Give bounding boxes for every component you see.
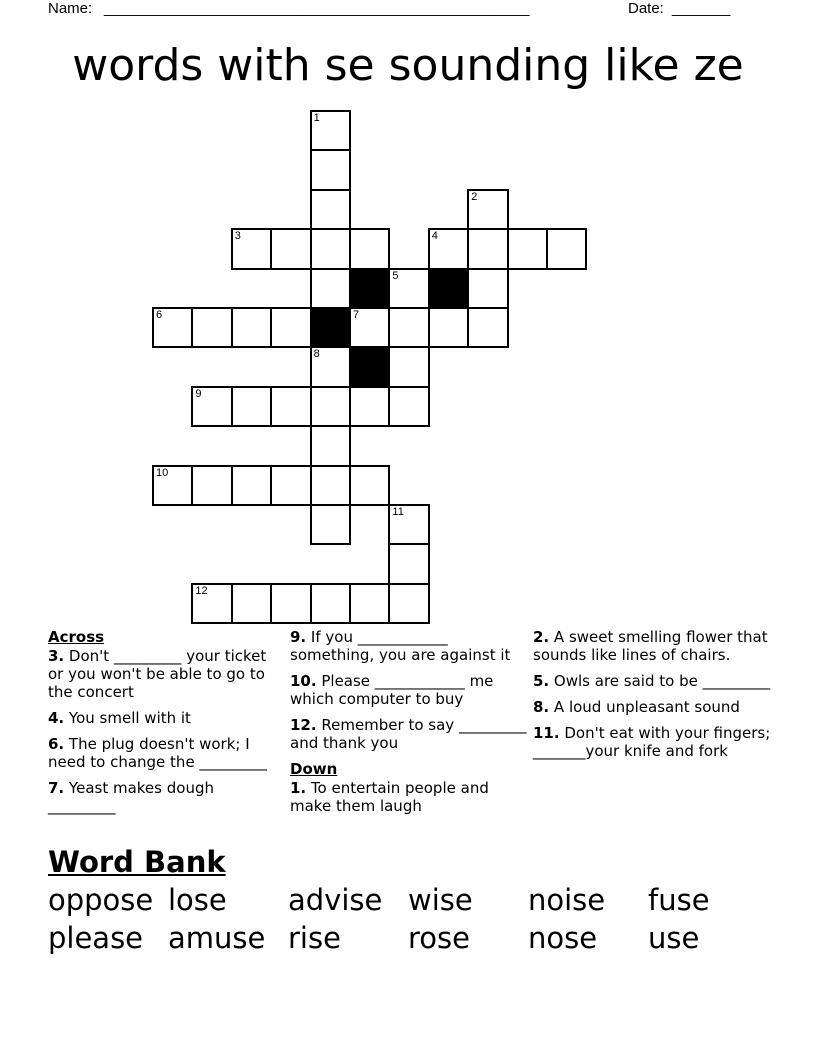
- word-bank-word: amuse: [168, 921, 266, 955]
- date-blank-line: _______: [672, 0, 731, 17]
- answer-cell[interactable]: [310, 110, 351, 151]
- clue-number: 6.: [48, 735, 65, 753]
- word-bank-word: rise: [288, 921, 341, 955]
- clue-text: You smell with it: [68, 709, 191, 727]
- word-bank-word: advise: [288, 883, 383, 917]
- answer-cell[interactable]: [152, 465, 193, 506]
- answer-cell[interactable]: [152, 307, 193, 348]
- answer-cell[interactable]: [349, 583, 390, 624]
- answer-cell[interactable]: [388, 307, 429, 348]
- clue-text: The plug doesn't work; I need to change the _________: [48, 735, 267, 771]
- cell-number: 4: [431, 230, 438, 243]
- name-label: Name:: [48, 0, 93, 17]
- answer-cell[interactable]: [231, 465, 272, 506]
- answer-cell[interactable]: [270, 228, 311, 269]
- clue-down-8: [533, 698, 773, 716]
- word-bank-word: nose: [528, 921, 598, 955]
- cell-number: 2: [471, 190, 478, 203]
- answer-cell[interactable]: [388, 543, 429, 584]
- clue-across-9: [290, 628, 530, 664]
- answer-cell[interactable]: [191, 386, 232, 427]
- page-title: words with se sounding like ze: [72, 40, 744, 91]
- cell-number: 1: [313, 112, 320, 124]
- word-bank-word: use: [648, 921, 700, 955]
- clue-text: Please ____________ me which computer to buy: [290, 672, 494, 708]
- answer-cell[interactable]: [310, 189, 351, 230]
- word-bank-word: rose: [408, 921, 470, 955]
- answer-cell[interactable]: [467, 268, 508, 309]
- answer-cell[interactable]: [270, 386, 311, 427]
- cell-number: 3: [234, 230, 241, 243]
- clue-text: Don't eat with your fingers; _______your knife and fork: [533, 724, 771, 760]
- word-bank-title: Word Bank: [48, 845, 226, 879]
- answer-cell[interactable]: [231, 386, 272, 427]
- word-bank-word: noise: [528, 883, 606, 917]
- answer-cell[interactable]: [428, 228, 469, 269]
- word-bank-word: fuse: [648, 883, 710, 917]
- clue-column-3: [533, 628, 773, 768]
- word-bank-word: oppose: [48, 883, 154, 917]
- word-bank: [48, 882, 768, 956]
- clue-number: 1.: [290, 779, 307, 797]
- answer-cell[interactable]: [467, 189, 508, 230]
- cell-number: 11: [392, 506, 404, 518]
- answer-cell[interactable]: [310, 149, 351, 190]
- clue-down-1: [290, 779, 530, 815]
- clue-number: 2.: [533, 628, 550, 646]
- answer-cell[interactable]: [310, 268, 351, 309]
- answer-cell[interactable]: [270, 583, 311, 624]
- answer-cell[interactable]: [467, 307, 508, 348]
- cell-number: 10: [156, 466, 169, 479]
- answer-cell[interactable]: [191, 465, 232, 506]
- answer-cell[interactable]: [388, 386, 429, 427]
- clue-across-3: [48, 647, 280, 701]
- answer-cell[interactable]: [388, 268, 429, 309]
- answer-cell[interactable]: [388, 583, 429, 624]
- clue-text: If you ____________ something, you are against it: [290, 628, 511, 664]
- answer-cell[interactable]: [270, 465, 311, 506]
- clue-text: Remember to say _________ and thank you: [290, 716, 527, 752]
- clue-number: 10.: [290, 672, 317, 690]
- blocked-cell: [310, 307, 351, 348]
- clue-column-2: [290, 628, 530, 823]
- answer-cell[interactable]: [231, 307, 272, 348]
- answer-cell[interactable]: [310, 504, 351, 545]
- cell-number: 7: [353, 309, 360, 321]
- clue-text: Owls are said to be _________: [553, 672, 771, 690]
- answer-cell[interactable]: [467, 228, 508, 269]
- answer-cell[interactable]: [310, 228, 351, 269]
- blocked-cell: [349, 268, 390, 309]
- clue-number: 3.: [48, 647, 65, 665]
- answer-cell[interactable]: [231, 583, 272, 624]
- clue-across-12: [290, 716, 530, 752]
- cell-number: 9: [195, 387, 202, 400]
- clue-column-1: [48, 628, 280, 823]
- clue-across-7: [48, 779, 280, 815]
- answer-cell[interactable]: [191, 307, 232, 348]
- answer-cell[interactable]: [388, 346, 429, 387]
- word-bank-word: wise: [408, 883, 473, 917]
- word-bank-word: lose: [168, 883, 227, 917]
- blocked-cell: [428, 268, 469, 309]
- answer-cell[interactable]: [507, 228, 548, 269]
- clue-text: Don't _________ your ticket or you won't be able to go to the concert: [48, 647, 267, 701]
- clue-number: 5.: [533, 672, 550, 690]
- answer-cell[interactable]: [546, 228, 587, 269]
- name-blank-line: ___________________________________________________: [104, 0, 530, 17]
- answer-cell[interactable]: [310, 583, 351, 624]
- answer-cell[interactable]: [428, 307, 469, 348]
- answer-cell[interactable]: [349, 307, 390, 348]
- answer-cell[interactable]: [231, 228, 272, 269]
- clue-down-11: [533, 724, 773, 760]
- clue-number: 8.: [533, 698, 550, 716]
- answer-cell[interactable]: [270, 307, 311, 348]
- clue-number: 12.: [290, 716, 317, 734]
- answer-cell[interactable]: [349, 386, 390, 427]
- clue-text: A loud unpleasant sound: [553, 698, 740, 716]
- clue-across-10: [290, 672, 530, 708]
- clue-down-5: [533, 672, 773, 690]
- clue-number: 4.: [48, 709, 65, 727]
- clue-across-6: [48, 735, 280, 771]
- answer-cell[interactable]: [388, 504, 429, 545]
- answer-cell[interactable]: [310, 386, 351, 427]
- clue-down-2: [533, 628, 773, 664]
- cell-number: 8: [313, 348, 320, 361]
- answer-cell[interactable]: [349, 228, 390, 269]
- cell-number: 5: [392, 269, 399, 282]
- cell-number: 12: [195, 584, 208, 597]
- clue-text: Yeast makes dough _________: [48, 779, 214, 815]
- blocked-cell: [349, 346, 390, 387]
- clue-number: 11.: [533, 724, 560, 742]
- clue-text: To entertain people and make them laugh: [290, 779, 489, 815]
- clue-number: 9.: [290, 628, 307, 646]
- down-heading: Down: [290, 760, 338, 778]
- answer-cell[interactable]: [310, 425, 351, 466]
- date-label: Date:: [628, 0, 664, 17]
- answer-cell[interactable]: [191, 583, 232, 624]
- across-heading: Across: [48, 628, 105, 646]
- word-bank-word: please: [48, 921, 144, 955]
- clue-text: A sweet smelling flower that sounds like lines of chairs.: [533, 628, 768, 664]
- answer-cell[interactable]: [310, 465, 351, 506]
- answer-cell[interactable]: [349, 465, 390, 506]
- cell-number: 6: [156, 309, 163, 321]
- clue-across-4: [48, 709, 280, 727]
- answer-cell[interactable]: [310, 346, 351, 387]
- clue-number: 7.: [48, 779, 65, 797]
